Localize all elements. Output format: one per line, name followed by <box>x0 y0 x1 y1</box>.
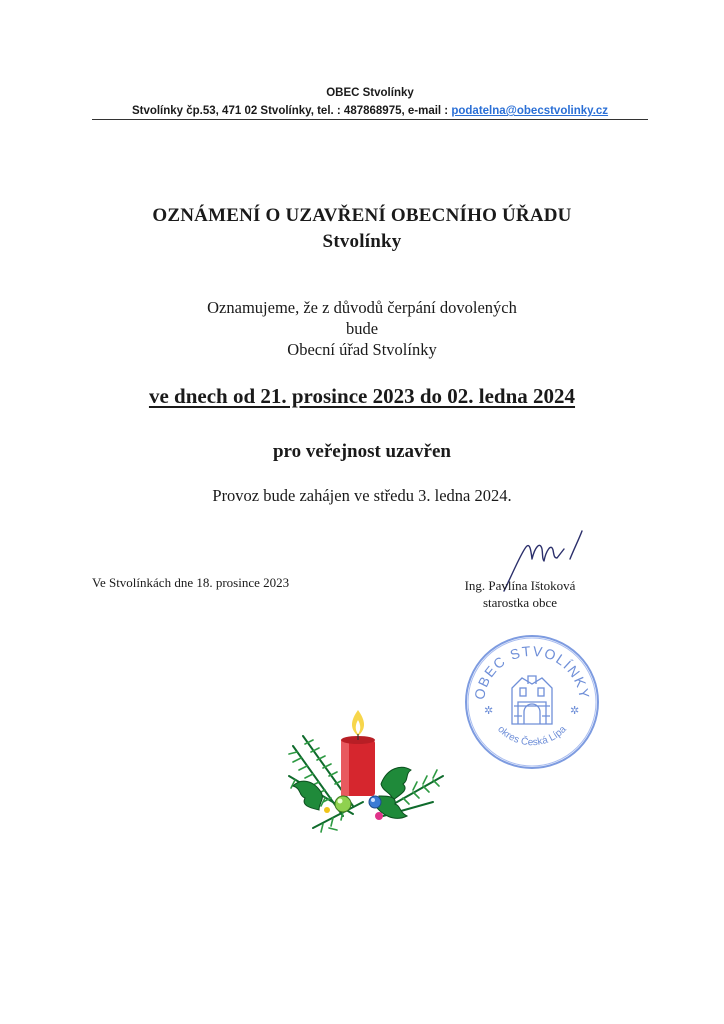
intro-line-2: bude <box>345 319 379 338</box>
resume-statement: Provoz bude zahájen ve středu 3. ledna 2024. <box>212 486 512 505</box>
org-name: OBEC Stvolínky <box>326 87 414 99</box>
email-link[interactable]: podatelna@obecstvolinky.cz <box>451 105 609 117</box>
signer-block <box>440 577 600 611</box>
org-address: Stvolínky čp.53, 471 02 Stvolínky, tel. : 487868975, e-mail : <box>131 105 452 117</box>
signer-name: Ing. Pavlína Ištoková <box>464 578 576 593</box>
place-and-date: Ve Stvolínkách dne 18. prosince 2023 <box>92 575 290 590</box>
official-stamp <box>462 632 602 772</box>
signer-role: starostka obce <box>482 595 557 610</box>
title-line-1: OZNÁMENÍ O UZAVŘENÍ OBECNÍHO ÚŘADU <box>152 205 572 226</box>
svg-text:OBEC STVOLÍNKY: OBEC STVOLÍNKY <box>471 642 593 701</box>
svg-text:✲: ✲ <box>484 704 494 717</box>
org-contact-line <box>92 102 648 120</box>
letterhead <box>92 84 648 120</box>
intro-line-1: Oznamujeme, že z důvodů čerpání dovolených <box>207 298 517 317</box>
closure-dates <box>0 382 724 410</box>
svg-text:✲: ✲ <box>570 704 580 717</box>
notice-title <box>0 203 724 255</box>
intro-line-3: Obecní úřad Stvolínky <box>287 340 437 359</box>
title-line-2: Stvolínky <box>322 231 402 252</box>
closed-statement: pro veřejnost uzavřen <box>272 441 451 462</box>
svg-text:okres Česká Lípa: okres Česká Lípa <box>495 724 569 749</box>
closure-dates-text: ve dnech od 21. prosince 2023 do 02. ledna 2024 <box>148 384 576 408</box>
christmas-candle-icon <box>283 706 453 846</box>
notice-intro <box>0 297 724 360</box>
letterhead-divider <box>92 119 648 120</box>
